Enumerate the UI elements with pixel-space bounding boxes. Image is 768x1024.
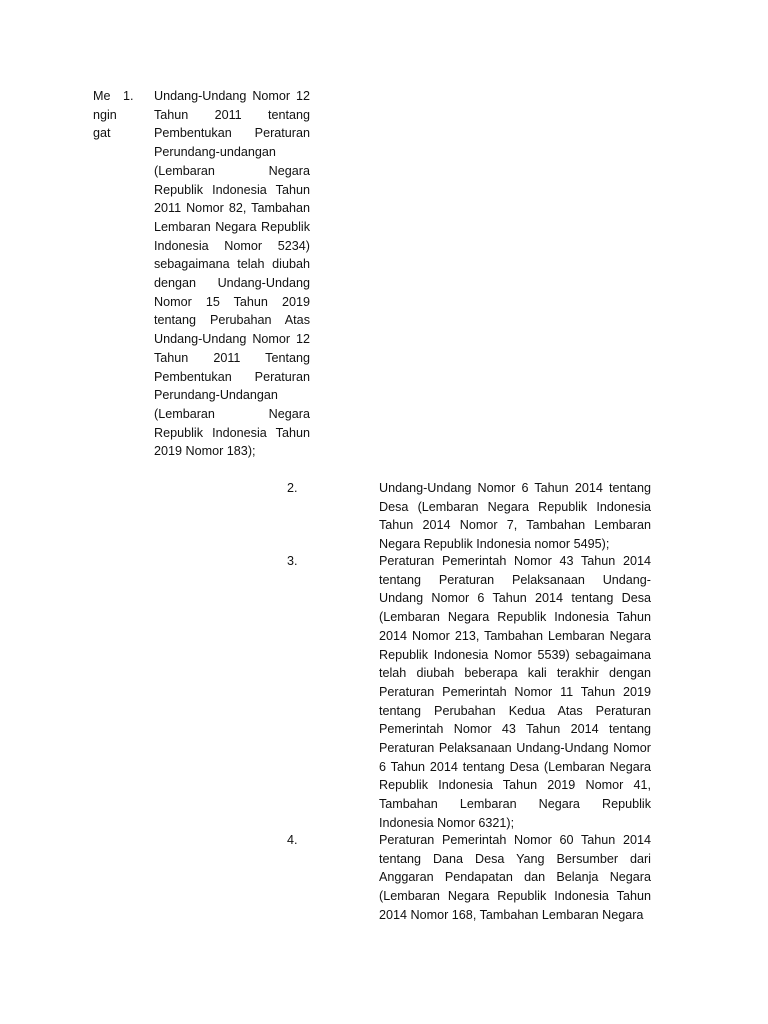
- list-item-text: Undang-Undang Nomor 12 Tahun 2011 tentang Pembentukan Peraturan Perundang-undangan (Lembaran Negara Republik Indonesia Tahun 2011 Nomor 82, Tambahan Lembaran Negara Republik Indonesia Nomor 5234) sebagaimana telah diubah dengan Undang-Undang Nomor 15 Tahun 2019 tentang Perubahan Atas Undang-Undang Nomor 12 Tahun 2011 Tentang Pembentukan Peraturan Perundang-Undangan (Lembaran Negara Republik Indonesia Tahun 2019 Nomor 183);: [154, 89, 310, 459]
- list-item-number: 4.: [287, 833, 298, 847]
- list-item-text: Peraturan Pemerintah Nomor 43 Tahun 2014 tentang Peraturan Pelaksanaan Undang-Undang Nomor 6 Tahun 2014 tentang Desa (Lembaran Negara Republik Indonesia Tahun 2014 Nomor 213, Tambahan Lembaran Negara Republik Indonesia Nomor 5539) sebagaimana telah diubah beberapa kali terakhir dengan Peraturan Pemerintah Nomor 11 Tahun 2019 tentang Perubahan Kedua Atas Peraturan Pemerintah Nomor 43 Tahun 2014 tentang Peraturan Pelaksanaan Undang-Undang Nomor 6 Tahun 2014 tentang Desa (Lembaran Negara Republik Indonesia Tahun 2019 Nomor 41, Tambahan Lembaran Negara Republik Indonesia Nomor 6321);: [379, 554, 651, 830]
- heading-label: Mengingat: [93, 89, 117, 141]
- list-item-number: 3.: [287, 554, 298, 568]
- list-item-text: Undang-Undang Nomor 6 Tahun 2014 tentang Desa (Lembaran Negara Republik Indonesia Tahun 2014 Nomor 7, Tambahan Lembaran Negara Republik Indonesia nomor 5495);: [379, 481, 651, 552]
- list-item-number: 1.: [123, 89, 134, 103]
- list-item-number: 2.: [287, 481, 298, 495]
- list-item-text: Peraturan Pemerintah Nomor 60 Tahun 2014 tentang Dana Desa Yang Bersumber dari Anggaran Pendapatan dan Belanja Negara (Lembaran Negara Republik Indonesia Tahun 2014 Nomor 168, Tambahan Lembaran Negara: [379, 833, 651, 922]
